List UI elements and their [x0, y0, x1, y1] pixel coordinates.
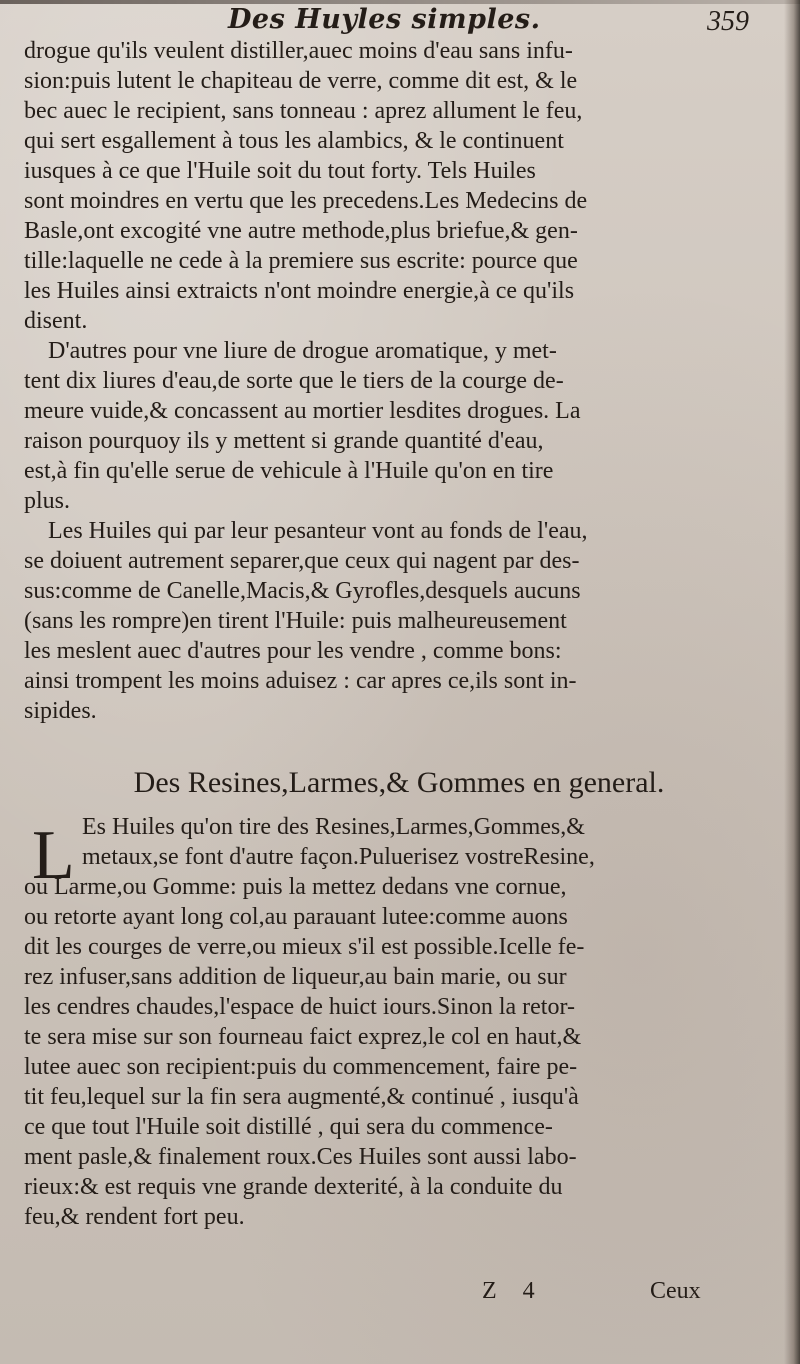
- text-line: feu,& rendent fort peu.: [24, 1204, 245, 1230]
- text-line: ment pasle,& finalement roux.Ces Huiles sont aussi labo-: [24, 1144, 577, 1170]
- text-line: sont moindres en vertu que les precedens.Les Medecins de: [24, 188, 588, 214]
- text-line: sion:puis lutent le chapiteau de verre, comme dit est, & le: [24, 68, 578, 94]
- body-text-upper: [24, 36, 774, 726]
- running-title: Des Huyles simples.: [228, 4, 541, 35]
- text-line: se doiuent autrement separer,que ceux qui nagent par des-: [24, 548, 580, 574]
- text-line: (sans les rompre)en tirent l'Huile: puis malheureusement: [24, 608, 567, 634]
- body-text-lower: [24, 812, 774, 1232]
- text-line: sus:comme de Canelle,Macis,& Gyrofles,desquels aucuns: [24, 578, 581, 604]
- text-line: est,à fin qu'elle serue de vehicule à l'Huile qu'on en tire: [24, 458, 554, 484]
- text-line: les cendres chaudes,l'espace de huict iours.Sinon la retor-: [24, 994, 575, 1020]
- text-line: tit feu,lequel sur la fin sera augmenté,& continué , iusqu'à: [24, 1084, 579, 1110]
- signature-mark: Z 4: [482, 1278, 545, 1304]
- text-line: ce que tout l'Huile soit distillé , qui sera du commence-: [24, 1114, 553, 1140]
- text-line: dit les courges de verre,ou mieux s'il est possible.Icelle fe-: [24, 934, 585, 960]
- text-line: les meslent auec d'autres pour les vendre , comme bons:: [24, 638, 562, 664]
- text-line: te sera mise sur son fourneau faict exprez,le col en haut,&: [24, 1024, 582, 1050]
- text-line: rieux:& est requis vne grande dexterité, à la conduite du: [24, 1174, 563, 1200]
- text-line: Les Huiles qui par leur pesanteur vont au fonds de l'eau,: [48, 518, 588, 544]
- text-line: sipides.: [24, 698, 97, 724]
- text-line: drogue qu'ils veulent distiller,auec moins d'eau sans infu-: [24, 38, 573, 64]
- text-line: Basle,ont excogité vne autre methode,plus briefue,& gen-: [24, 218, 578, 244]
- text-line: raison pourquoy ils y mettent si grande quantité d'eau,: [24, 428, 544, 454]
- text-line: qui sert esgallement à tous les alambics, & le continuent: [24, 128, 564, 154]
- section-heading: Des Resines,Larmes,& Gommes en general.: [133, 766, 665, 799]
- text-line: lutee auec son recipient:puis du commencement, faire pe-: [24, 1054, 578, 1080]
- text-line: plus.: [24, 488, 71, 514]
- text-line: tent dix liures d'eau,de sorte que le tiers de la courge de-: [24, 368, 564, 394]
- text-line: D'autres pour vne liure de drogue aromatique, y met-: [48, 338, 557, 364]
- text-line: metaux,se font d'autre façon.Puluerisez vostreResine,: [82, 844, 595, 870]
- text-line: ainsi trompent les moins aduisez : car apres ce,ils sont in-: [24, 668, 577, 694]
- text-line: rez infuser,sans addition de liqueur,au bain marie, ou sur: [24, 964, 567, 990]
- text-line: ou retorte ayant long col,au parauant lutee:comme auons: [24, 904, 568, 930]
- text-line: iusques à ce que l'Huile soit du tout forty. Tels Huiles: [24, 158, 536, 184]
- catchword: Ceux: [650, 1278, 701, 1304]
- page-gutter-shadow: [784, 0, 800, 1364]
- page-number: 359: [707, 6, 749, 37]
- text-line: meure vuide,& concassent au mortier lesdites drogues. La: [24, 398, 581, 424]
- running-head: [0, 4, 800, 40]
- text-line: tille:laquelle ne cede à la premiere sus escrite: pource que: [24, 248, 578, 274]
- text-line: disent.: [24, 308, 88, 334]
- text-line: les Huiles ainsi extraicts n'ont moindre energie,à ce qu'ils: [24, 278, 575, 304]
- drop-cap: L: [32, 817, 75, 894]
- text-line: ou Larme,ou Gomme: puis la mettez dedans vne cornue,: [24, 874, 567, 900]
- text-line: Es Huiles qu'on tire des Resines,Larmes,Gommes,&: [82, 814, 585, 840]
- page-footer: [0, 1278, 800, 1318]
- text-line: bec auec le recipient, sans tonneau : aprez allument le feu,: [24, 98, 583, 124]
